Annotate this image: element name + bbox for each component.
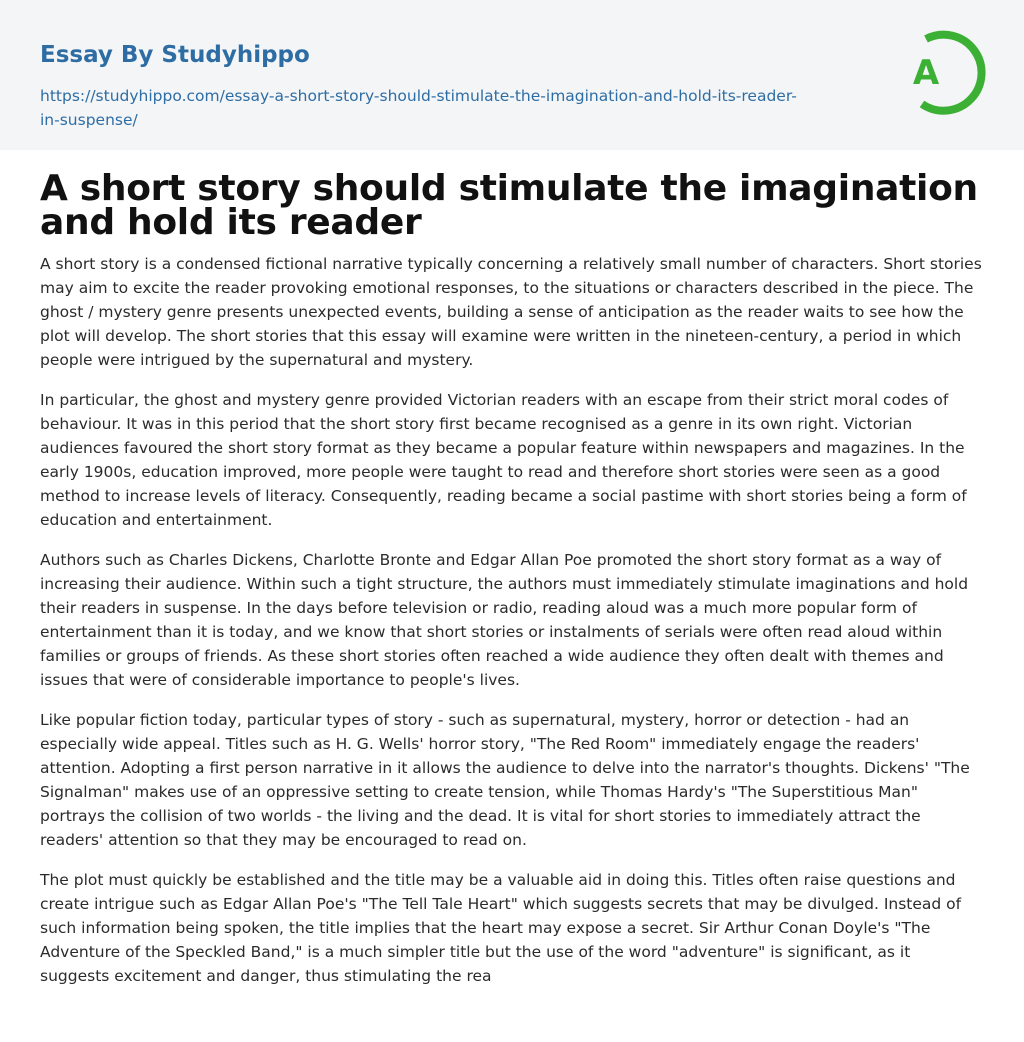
logo-letter: A [912,53,940,93]
essay-main [0,168,1024,988]
essay-paragraph: Authors such as Charles Dickens, Charlotte Bronte and Edgar Allan Poe promoted the short story format as a way of increasing their audience. Within such a tight structure, the authors must immediately stimulate imaginations and hold their readers in suspense. In the days before television or radio, reading aloud was a much more popular form of entertainment than it is today, and we know that short stories or instalments of serials were often read aloud within families or groups of friends. As these short stories often reached a wide audience they often dealt with themes and issues that were of considerable importance to people's lives. [40,551,969,689]
studyhippo-logo-icon[interactable] [900,28,986,116]
essay-paragraph: In particular, the ghost and mystery genre provided Victorian readers with an escape from their strict moral codes of behaviour. It was in this period that the short story first became recognised as a genre in its own right. Victorian audiences favoured the short story format as they became a popular feature within newspapers and magazines. In the early 1900s, education improved, more people were taught to read and therefore short stories were seen as a good method to increase levels of literacy. Consequently, reading became a social pastime with short stories being a form of education and entertainment. [40,391,967,529]
site-header [0,0,1024,150]
source-url-link[interactable]: https://studyhippo.com/essay-a-short-story-should-stimulate-the-imagination-and-hold-its-reader-in-suspense/ [40,87,797,129]
essay-paragraph: Like popular fiction today, particular types of story - such as supernatural, mystery, horror or detection - had an especially wide appeal. Titles such as H. G. Wells' horror story, "The Red Room" immediately engage the readers' attention. Adopting a first person narrative in it allows the audience to delve into the narrator's thoughts. Dickens' "The Signalman" makes use of an oppressive setting to create tension, while Thomas Hardy's "The Superstitious Man" portrays the collision of two worlds - the living and the dead. It is vital for short stories to immediately attract the readers' attention so that they may be encouraged to read on. [40,711,970,849]
page-title: A short story should stimulate the imagination and hold its reader [40,168,978,243]
brand-title: Essay By Studyhippo [40,42,310,68]
essay-paragraph: A short story is a condensed fictional narrative typically concerning a relatively small number of characters. Short stories may aim to excite the reader provoking emotional responses, to the situations or characters described in the piece. The ghost / mystery genre presents unexpected events, building a sense of anticipation as the reader waits to see how the plot will develop. The short stories that this essay will examine were written in the nineteen-century, a period in which people were intrigued by the supernatural and mystery. [40,255,982,369]
essay-paragraph: The plot must quickly be established and the title may be a valuable aid in doing this. Titles often raise questions and create intrigue such as Edgar Allan Poe's "The Tell Tale Heart" which suggests secrets that may be divulged. Instead of such information being spoken, the title implies that the heart may expose a secret. Sir Arthur Conan Doyle's "The Adventure of the Speckled Band," is a much simpler title but the use of the word "adventure" is significant, as it suggests excitement and danger, thus stimulating the rea [40,871,962,985]
essay-body [40,252,984,988]
